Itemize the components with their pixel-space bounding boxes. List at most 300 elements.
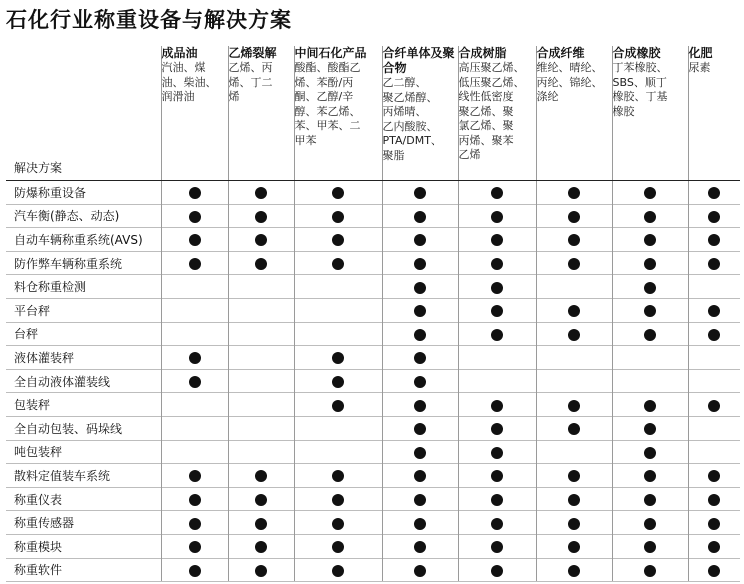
filled-dot-icon (568, 518, 580, 530)
filled-dot-icon (255, 541, 267, 553)
column-description-line: 醇、苯乙烯、 (294, 104, 361, 118)
filled-dot-icon (414, 541, 426, 553)
column-description-line: 乙内酸胺、 (382, 119, 438, 133)
column-description-line: 乙烯 (458, 148, 481, 161)
matrix-cell (612, 416, 688, 440)
matrix-cell (294, 440, 382, 464)
matrix-cell (382, 322, 458, 346)
matrix-cell (688, 558, 740, 582)
matrix-cell (382, 487, 458, 511)
row-label: 散料定值装车系统 (6, 464, 161, 488)
matrix-cell (161, 275, 228, 299)
filled-dot-icon (414, 329, 426, 341)
matrix-cell (161, 369, 228, 393)
filled-dot-icon (332, 518, 344, 530)
filled-dot-icon (708, 518, 720, 530)
column-description-line: 甲苯 (294, 133, 317, 147)
column-description-line: 涤纶 (536, 90, 559, 103)
filled-dot-icon (644, 211, 656, 223)
row-label: 平台秤 (6, 298, 161, 322)
column-name: 合成橡胶 (612, 46, 661, 60)
column-description-line: 乙烯、丙 (228, 61, 273, 74)
corner-label: 解决方案 (6, 46, 161, 181)
row-label: 全自动液体灌装线 (6, 369, 161, 393)
matrix-cell (161, 322, 228, 346)
filled-dot-icon (644, 258, 656, 270)
matrix-cell (688, 369, 740, 393)
filled-dot-icon (255, 234, 267, 246)
matrix-cell (161, 298, 228, 322)
matrix-cell (612, 511, 688, 535)
column-description-line: 丁苯橡胶、 (612, 61, 668, 74)
column-description-line: 苯、甲苯、二 (294, 119, 361, 132)
filled-dot-icon (332, 352, 344, 364)
filled-dot-icon (491, 258, 503, 270)
filled-dot-icon (414, 494, 426, 506)
matrix-cell (536, 558, 612, 582)
matrix-cell (458, 251, 536, 275)
matrix-cell (688, 416, 740, 440)
filled-dot-icon (708, 541, 720, 553)
filled-dot-icon (332, 470, 344, 482)
filled-dot-icon (414, 470, 426, 482)
filled-dot-icon (414, 565, 426, 577)
filled-dot-icon (189, 565, 201, 577)
matrix-cell (612, 534, 688, 558)
matrix-cell (382, 251, 458, 275)
matrix-cell (612, 440, 688, 464)
filled-dot-icon (644, 305, 656, 317)
column-description-line: 丙烯晴、 (382, 105, 427, 118)
table-row (6, 251, 740, 275)
filled-dot-icon (568, 305, 580, 317)
matrix-cell (382, 275, 458, 299)
matrix-cell (294, 204, 382, 228)
matrix-cell (382, 369, 458, 393)
table-row (6, 298, 740, 322)
matrix-cell (382, 511, 458, 535)
row-label: 防爆称重设备 (6, 181, 161, 205)
column-description-line: PTA/DMT、 (382, 134, 442, 147)
filled-dot-icon (708, 565, 720, 577)
matrix-cell (228, 204, 294, 228)
matrix-cell (228, 298, 294, 322)
matrix-cell (228, 464, 294, 488)
filled-dot-icon (189, 352, 201, 364)
matrix-cell (294, 534, 382, 558)
filled-dot-icon (644, 565, 656, 577)
matrix-cell (458, 534, 536, 558)
filled-dot-icon (255, 258, 267, 270)
matrix-cell (294, 251, 382, 275)
matrix-cell (458, 346, 536, 370)
filled-dot-icon (644, 329, 656, 341)
filled-dot-icon (255, 565, 267, 577)
column-description-line: 聚脂 (382, 148, 405, 162)
matrix-cell (228, 346, 294, 370)
column-header (228, 46, 294, 181)
filled-dot-icon (708, 470, 720, 482)
table-row (6, 322, 740, 346)
column-description-line: 烯、丁二 (228, 75, 273, 89)
matrix-cell (161, 534, 228, 558)
filled-dot-icon (414, 305, 426, 317)
filled-dot-icon (708, 234, 720, 246)
filled-dot-icon (568, 494, 580, 506)
matrix-cell (161, 181, 228, 205)
matrix-cell (536, 393, 612, 417)
matrix-cell (688, 487, 740, 511)
filled-dot-icon (568, 329, 580, 341)
filled-dot-icon (189, 187, 201, 199)
matrix-cell (458, 440, 536, 464)
matrix-cell (688, 181, 740, 205)
matrix-cell (161, 511, 228, 535)
table-row (6, 487, 740, 511)
column-description-line: 乙二醇、 (382, 76, 427, 89)
matrix-cell (536, 346, 612, 370)
row-label: 料仓称重检测 (6, 275, 161, 299)
column-header (458, 46, 536, 181)
matrix-cell (228, 511, 294, 535)
filled-dot-icon (491, 305, 503, 317)
matrix-cell (536, 511, 612, 535)
matrix-cell (458, 204, 536, 228)
column-name: 合成树脂 (458, 46, 507, 60)
matrix-cell (294, 298, 382, 322)
filled-dot-icon (414, 447, 426, 459)
matrix-cell (688, 275, 740, 299)
filled-dot-icon (491, 494, 503, 506)
table-row (6, 393, 740, 417)
filled-dot-icon (491, 234, 503, 246)
filled-dot-icon (189, 234, 201, 246)
column-description-line: 汽油、煤 (161, 61, 206, 74)
filled-dot-icon (708, 329, 720, 341)
filled-dot-icon (568, 400, 580, 412)
filled-dot-icon (414, 423, 426, 435)
matrix-cell (382, 534, 458, 558)
filled-dot-icon (332, 376, 344, 388)
matrix-cell (688, 534, 740, 558)
matrix-cell (458, 228, 536, 252)
filled-dot-icon (332, 258, 344, 270)
matrix-cell (688, 511, 740, 535)
column-name: 成品油 (161, 46, 198, 60)
filled-dot-icon (332, 234, 344, 246)
column-description-line: 烯、苯酚/丙 (294, 75, 354, 89)
matrix-cell (688, 298, 740, 322)
filled-dot-icon (568, 470, 580, 482)
filled-dot-icon (491, 187, 503, 199)
table-row (6, 534, 740, 558)
matrix-cell (294, 511, 382, 535)
filled-dot-icon (255, 470, 267, 482)
filled-dot-icon (491, 282, 503, 294)
filled-dot-icon (644, 518, 656, 530)
matrix-cell (382, 298, 458, 322)
page-title: 石化行业称重设备与解决方案 (6, 8, 292, 32)
row-label: 吨包装秤 (6, 440, 161, 464)
column-description-line: 尿素 (688, 61, 711, 74)
filled-dot-icon (644, 400, 656, 412)
table-row (6, 511, 740, 535)
filled-dot-icon (708, 258, 720, 270)
matrix-cell (536, 487, 612, 511)
matrix-cell (382, 558, 458, 582)
filled-dot-icon (491, 518, 503, 530)
matrix-cell (382, 228, 458, 252)
matrix-cell (612, 487, 688, 511)
matrix-cell (688, 346, 740, 370)
matrix-cell (228, 393, 294, 417)
matrix-cell (161, 558, 228, 582)
filled-dot-icon (491, 211, 503, 223)
matrix-cell (294, 393, 382, 417)
row-label: 称重传感器 (6, 511, 161, 535)
filled-dot-icon (568, 541, 580, 553)
matrix-cell (536, 228, 612, 252)
matrix-cell (382, 393, 458, 417)
filled-dot-icon (644, 234, 656, 246)
matrix-cell (228, 440, 294, 464)
row-label: 称重模块 (6, 534, 161, 558)
matrix-cell (228, 251, 294, 275)
matrix-cell (688, 393, 740, 417)
filled-dot-icon (491, 423, 503, 435)
filled-dot-icon (414, 282, 426, 294)
matrix-cell (161, 440, 228, 464)
matrix-cell (612, 275, 688, 299)
matrix-cell (536, 298, 612, 322)
table-row (6, 181, 740, 205)
matrix-cell (536, 464, 612, 488)
matrix-cell (228, 181, 294, 205)
row-label: 包装秤 (6, 393, 161, 417)
row-label: 台秤 (6, 322, 161, 346)
matrix-cell (536, 416, 612, 440)
filled-dot-icon (189, 518, 201, 530)
matrix-cell (458, 275, 536, 299)
matrix-cell (294, 464, 382, 488)
column-header (161, 46, 228, 181)
matrix-cell (536, 181, 612, 205)
matrix-cell (688, 204, 740, 228)
filled-dot-icon (568, 211, 580, 223)
column-description-line: 聚乙烯醇、 (382, 90, 438, 104)
matrix-cell (294, 275, 382, 299)
filled-dot-icon (644, 282, 656, 294)
matrix-cell (161, 464, 228, 488)
filled-dot-icon (568, 258, 580, 270)
matrix-cell (612, 298, 688, 322)
filled-dot-icon (491, 329, 503, 341)
matrix-cell (161, 204, 228, 228)
row-label: 液体灌装秤 (6, 346, 161, 370)
filled-dot-icon (189, 470, 201, 482)
matrix-cell (536, 440, 612, 464)
column-name: 化肥 (688, 46, 713, 60)
filled-dot-icon (414, 376, 426, 388)
filled-dot-icon (491, 541, 503, 553)
matrix-cell (228, 534, 294, 558)
matrix-cell (458, 487, 536, 511)
matrix-cell (458, 511, 536, 535)
table-row (6, 204, 740, 228)
matrix-cell (228, 369, 294, 393)
filled-dot-icon (332, 187, 344, 199)
column-description-line: 低压聚乙烯、 (458, 75, 525, 89)
table-row (6, 369, 740, 393)
matrix-cell (612, 228, 688, 252)
matrix-cell (458, 416, 536, 440)
matrix-cell (382, 204, 458, 228)
filled-dot-icon (644, 494, 656, 506)
row-label: 称重软件 (6, 558, 161, 582)
column-description-line: 橡胶 (612, 104, 635, 118)
filled-dot-icon (568, 423, 580, 435)
matrix-cell (161, 251, 228, 275)
table-row (6, 416, 740, 440)
column-description-line: 酸酯、酸酯乙 (294, 61, 361, 74)
matrix-cell (688, 440, 740, 464)
filled-dot-icon (189, 541, 201, 553)
row-label: 全自动包装、码垛线 (6, 416, 161, 440)
matrix-cell (458, 322, 536, 346)
matrix-cell (161, 346, 228, 370)
filled-dot-icon (708, 187, 720, 199)
column-description-line: 油、柴油、 (161, 75, 217, 89)
column-description-line: 线性低密度 (458, 90, 514, 103)
matrix-cell (612, 181, 688, 205)
matrix-cell (294, 322, 382, 346)
matrix-cell (612, 251, 688, 275)
matrix-cell (688, 251, 740, 275)
column-header (294, 46, 382, 181)
filled-dot-icon (644, 447, 656, 459)
table-row (6, 440, 740, 464)
header-row (6, 46, 740, 181)
table-row (6, 464, 740, 488)
matrix-cell (612, 322, 688, 346)
matrix-cell (612, 464, 688, 488)
matrix-cell (536, 275, 612, 299)
matrix-cell (612, 369, 688, 393)
matrix-cell (458, 298, 536, 322)
matrix-cell (294, 346, 382, 370)
matrix-cell (294, 558, 382, 582)
filled-dot-icon (568, 565, 580, 577)
matrix-cell (536, 322, 612, 346)
matrix-cell (382, 181, 458, 205)
row-label: 称重仪表 (6, 487, 161, 511)
matrix-cell (536, 251, 612, 275)
matrix-cell (536, 204, 612, 228)
matrix-cell (612, 393, 688, 417)
matrix-cell (458, 181, 536, 205)
matrix-cell (382, 464, 458, 488)
matrix-cell (382, 416, 458, 440)
column-header (536, 46, 612, 181)
filled-dot-icon (414, 187, 426, 199)
filled-dot-icon (568, 234, 580, 246)
matrix-cell (294, 487, 382, 511)
table-row (6, 346, 740, 370)
matrix-cell (382, 440, 458, 464)
filled-dot-icon (255, 494, 267, 506)
filled-dot-icon (332, 400, 344, 412)
column-description-line: 聚乙烯、聚 (458, 104, 514, 118)
matrix-cell (161, 393, 228, 417)
matrix-cell (688, 322, 740, 346)
matrix-cell (228, 275, 294, 299)
column-description-line: 丙烯、聚苯 (458, 133, 514, 147)
solutions-matrix (6, 46, 740, 582)
table-row (6, 228, 740, 252)
column-name: 中间石化产品 (294, 46, 367, 60)
column-description-line: SBS、顺丁 (612, 75, 667, 89)
column-description-line: 丙纶、锦纶、 (536, 75, 603, 89)
column-description-line: 橡胶、丁基 (612, 90, 668, 103)
matrix-body (6, 181, 740, 582)
row-label: 自动车辆称重系统(AVS) (6, 228, 161, 252)
filled-dot-icon (414, 352, 426, 364)
filled-dot-icon (708, 494, 720, 506)
matrix-cell (536, 369, 612, 393)
matrix-cell (612, 204, 688, 228)
filled-dot-icon (414, 400, 426, 412)
matrix-cell (228, 228, 294, 252)
matrix-cell (612, 346, 688, 370)
column-header (688, 46, 740, 181)
matrix-cell (294, 228, 382, 252)
column-description-line: 维纶、晴纶、 (536, 61, 603, 74)
filled-dot-icon (491, 470, 503, 482)
row-label: 防作弊车辆称重系统 (6, 251, 161, 275)
matrix-cell (688, 228, 740, 252)
matrix-cell (458, 558, 536, 582)
filled-dot-icon (644, 541, 656, 553)
column-description-line: 润滑油 (161, 90, 195, 103)
filled-dot-icon (644, 423, 656, 435)
row-label: 汽车衡(静态、动态) (6, 204, 161, 228)
column-header (382, 46, 458, 181)
matrix-cell (228, 416, 294, 440)
matrix-cell (161, 487, 228, 511)
column-name: 乙烯裂解 (228, 46, 277, 60)
column-header (612, 46, 688, 181)
filled-dot-icon (332, 494, 344, 506)
matrix-cell (458, 369, 536, 393)
filled-dot-icon (414, 234, 426, 246)
matrix-cell (161, 228, 228, 252)
filled-dot-icon (568, 187, 580, 199)
filled-dot-icon (491, 400, 503, 412)
filled-dot-icon (491, 565, 503, 577)
column-name: 合纤单体及聚合物 (382, 46, 455, 75)
filled-dot-icon (189, 376, 201, 388)
matrix-cell (458, 464, 536, 488)
filled-dot-icon (189, 258, 201, 270)
filled-dot-icon (644, 470, 656, 482)
matrix-cell (612, 558, 688, 582)
matrix-cell (294, 369, 382, 393)
filled-dot-icon (708, 211, 720, 223)
matrix-cell (294, 416, 382, 440)
column-description-line: 氯乙烯、聚 (458, 119, 514, 132)
filled-dot-icon (491, 447, 503, 459)
filled-dot-icon (255, 211, 267, 223)
